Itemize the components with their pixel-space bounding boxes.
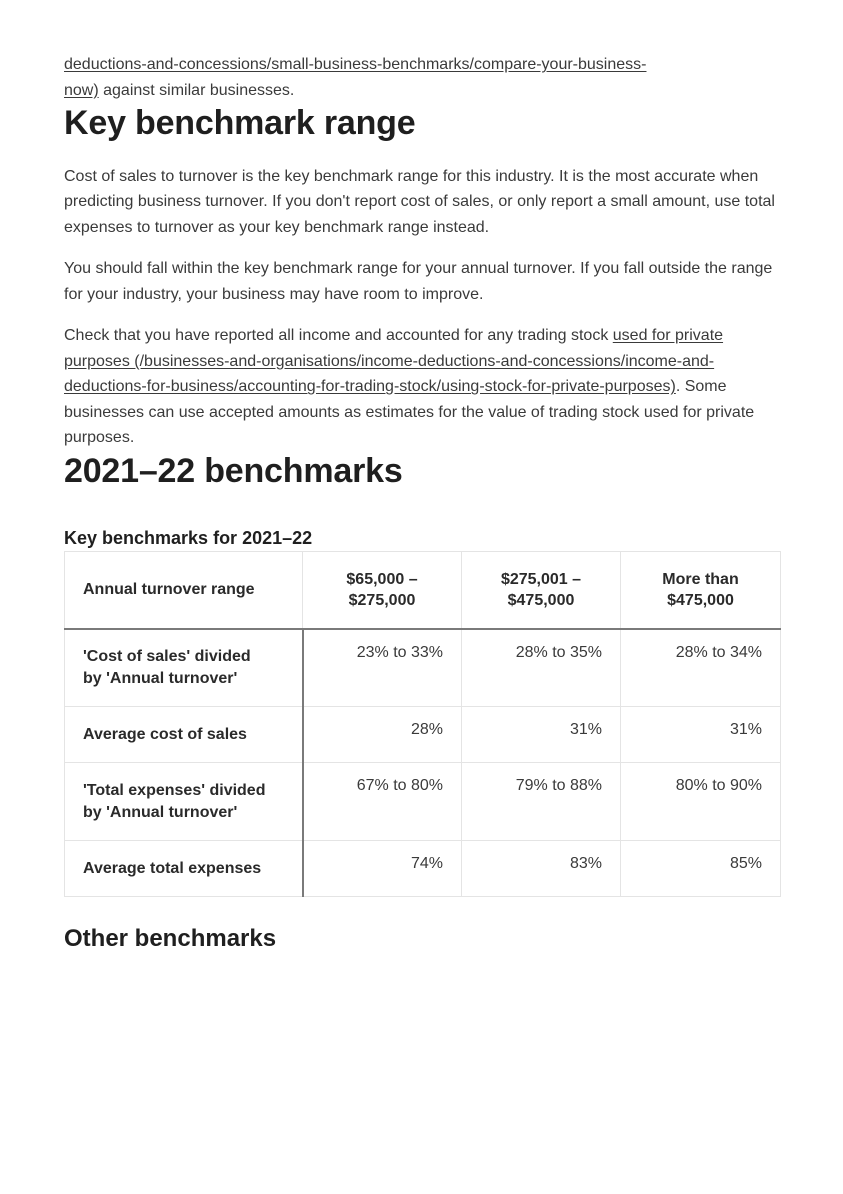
key-range-paragraph-2: You should fall within the key benchmark range for your annual turnover. If you fall outside the range for your industry, your business may have room to improve. [64, 260, 773, 303]
table-cell: 83% [462, 841, 621, 897]
row-label: Average cost of sales [65, 707, 303, 763]
table-cell: 28% to 35% [462, 629, 621, 707]
table-cell: 31% [462, 707, 621, 763]
table-row [65, 707, 781, 763]
table-caption: Key benchmarks for 2021–22 [64, 527, 313, 548]
table-cell: 28% to 34% [621, 629, 781, 707]
benchmarks-table [64, 551, 781, 898]
column-header-more-than-475000: More than $475,000 [621, 551, 781, 629]
table-row [65, 763, 781, 841]
table-cell: 23% to 33% [303, 629, 462, 707]
column-header-275001-475000: $275,001 – $475,000 [462, 551, 621, 629]
benchmarks-2021-22-heading: 2021–22 benchmarks [64, 451, 403, 490]
table-header-row [65, 551, 781, 629]
key-range-paragraph-1: Cost of sales to turnover is the key benchmark range for this industry. It is the most accurate when predicting business turnover. If you don't report cost of sales, or only report a small amount, use total expenses to turnover as your key benchmark range instead. [64, 167, 775, 236]
table-row [65, 629, 781, 707]
column-header-turnover-range: Annual turnover range [65, 551, 303, 629]
row-label: 'Cost of sales' divided by 'Annual turnover' [65, 629, 303, 707]
compare-your-business-link[interactable]: deductions-and-concessions/small-business-benchmarks/compare-your-business- now) [64, 56, 647, 99]
table-cell: 74% [303, 841, 462, 897]
row-label: 'Total expenses' divided by 'Annual turnover' [65, 763, 303, 841]
table-cell: 80% to 90% [621, 763, 781, 841]
intro-paragraph: deductions-and-concessions/small-business-benchmarks/compare-your-business- now) against similar businesses. [64, 56, 647, 99]
table-row [65, 841, 781, 897]
column-header-65000-275000: $65,000 – $275,000 [303, 551, 462, 629]
private-purposes-link[interactable]: used for private purposes (/businesses-and-organisations/income-deductions-and-concessions/income-and-deductions-for-business/accounting-for-trading-stock/using-stock-for-private-purposes) [64, 327, 724, 396]
row-label: Average total expenses [65, 841, 303, 897]
table-cell: 79% to 88% [462, 763, 621, 841]
other-benchmarks-heading: Other benchmarks [64, 925, 277, 953]
table-cell: 85% [621, 841, 781, 897]
table-cell: 31% [621, 707, 781, 763]
key-benchmark-range-heading: Key benchmark range [64, 104, 416, 142]
table-cell: 67% to 80% [303, 763, 462, 841]
table-cell: 28% [303, 707, 462, 763]
key-range-paragraph-3: Check that you have reported all income and accounted for any trading stock used for private purposes (/businesses-and-organisations/income-deductions-and-concessions/income-and-deductions-for-business/accounting-for-trading-stock/using-stock-for-private-purposes). Some businesses can use accepted amounts as estimates for the value of trading stock used for private purposes. [64, 327, 755, 447]
